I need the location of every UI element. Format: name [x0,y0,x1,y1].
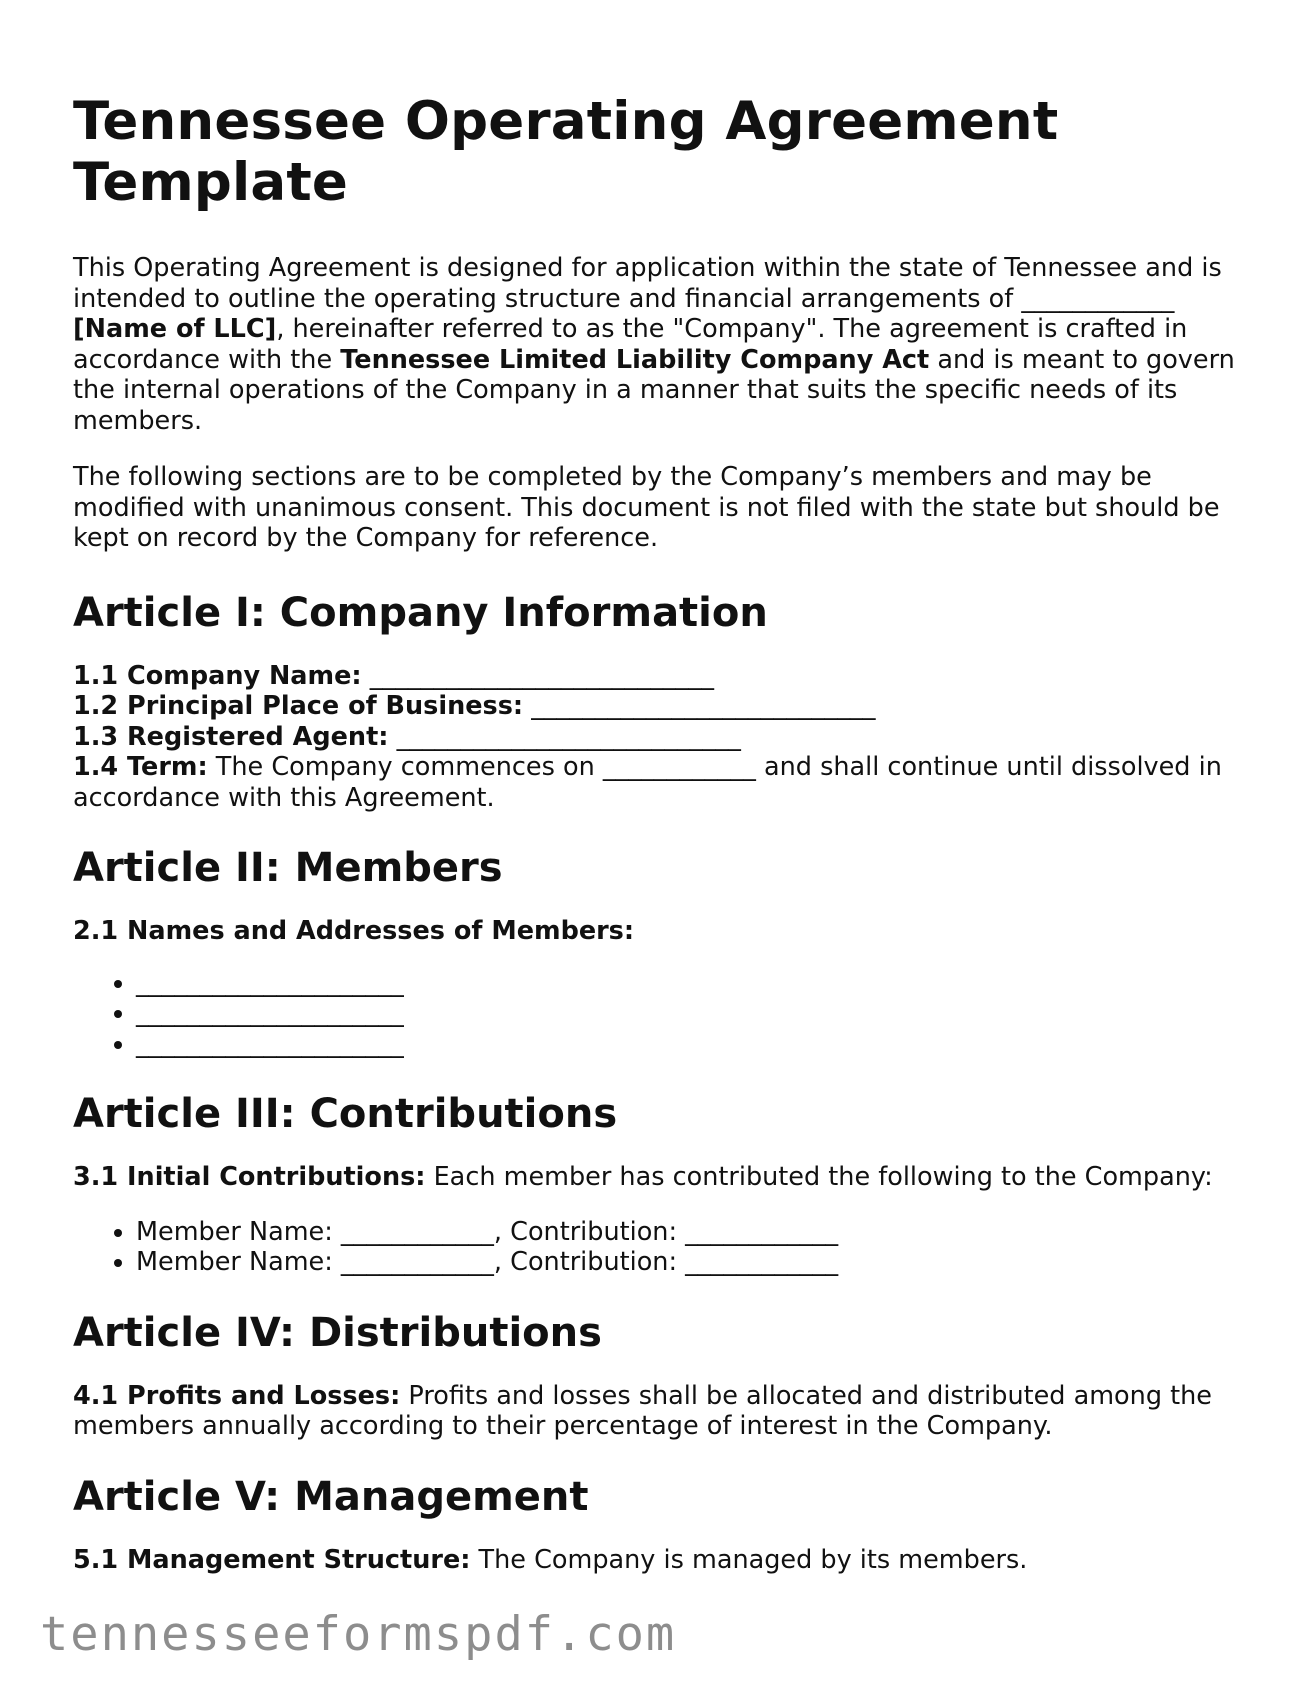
profits-losses-line [73,1381,1253,1442]
act-name: Tennessee Limited Liability Company Act [340,344,930,375]
member-blank: _____________________ [136,1028,404,1059]
list-item [136,1029,1253,1060]
term-text-b: and shall continue until dissolved in accordance with this Agreement. [73,752,1222,813]
contribution-label: , Contribution: [493,1216,686,1247]
member-name-label: Member Name: [136,1247,341,1277]
members-label: 2.1 Names and Addresses of Members: [73,916,635,946]
contributions-text: Each member has contributed the following to the Company: [425,1162,1213,1192]
management-label: 5.1 Management Structure: [73,1544,471,1575]
intro-paragraph-2: The following sections are to be completed by the Company’s members and may be modified with unanimous consent. This document is not filed with the state but should be kept on record by the Company for reference. [73,462,1220,553]
registered-agent-line [73,722,1253,753]
member-name-blank: ____________ [340,1247,494,1277]
watermark: tennesseeformspdf.com [40,1607,677,1662]
member-blank: _____________________ [136,998,404,1028]
profits-losses-text: Profits and losses shall be allocated and distributed among the members annually according to their percentage of interest in the Company. [73,1380,1212,1441]
contributions-label: 3.1 Initial Contributions: [73,1162,426,1192]
member-name-blank: ____________ [340,1216,494,1247]
contribution-label: , Contribution: [493,1247,686,1277]
article-3-heading: Article III: Contributions [73,1091,618,1137]
term-line [73,752,1253,813]
article-4-heading: Article IV: Distributions [73,1309,602,1356]
term-text-a: The Company commences on [207,752,603,782]
intro-paragraph-1 [73,253,1253,436]
principal-place-line [73,691,1253,722]
members-list [73,968,1253,1060]
intro-text-a: This Operating Agreement is designed for application within the state of Tennessee and is intended to outline the operating structure and financial arrangements of ____________ [73,253,1222,314]
llc-name-placeholder: [Name of LLC] [73,314,277,344]
article-2-heading: Article II: Members [73,845,503,891]
registered-agent-label: 1.3 Registered Agent: [73,721,389,752]
contribution-blank: ____________ [685,1216,839,1247]
management-text: The Company is managed by its members. [470,1544,1028,1575]
term-label: 1.4 Term: [73,752,208,782]
registered-agent-blank: ___________________________ [396,721,741,752]
list-item [136,968,1253,999]
intro-text-c: and is meant to govern the internal operations of the Company in a manner that suits the specific needs of its members. [73,344,1235,436]
company-info-fields [73,661,1253,814]
list-item [136,1217,1253,1248]
contributions-line [73,1162,1253,1193]
article-1-heading: Article I: Company Information [73,589,768,636]
list-item [136,1247,1253,1278]
company-name-blank: ___________________________ [369,660,714,691]
company-name-line [73,661,1253,692]
company-name-label: 1.1 Company Name: [73,660,362,691]
list-item [136,998,1253,1029]
contribution-blank: ____________ [685,1247,839,1277]
management-line [73,1545,1253,1576]
article-5-heading: Article V: Management [73,1473,589,1520]
member-blank: _____________________ [136,967,404,998]
principal-place-label: 1.2 Principal Place of Business: [73,691,524,721]
intro-text-b: , hereinafter referred to as the "Company". The agreement is crafted in accordance with the [73,314,1188,375]
member-name-label: Member Name: [136,1216,341,1247]
term-blank: ____________ [602,752,756,782]
document-page [73,0,1253,1575]
profits-losses-label: 4.1 Profits and Losses: [73,1380,401,1411]
contributions-list [73,1217,1253,1278]
members-label-line [73,916,1253,947]
principal-place-blank: ___________________________ [531,691,876,721]
page-title: Tennessee Operating Agreement Template [73,91,1059,213]
